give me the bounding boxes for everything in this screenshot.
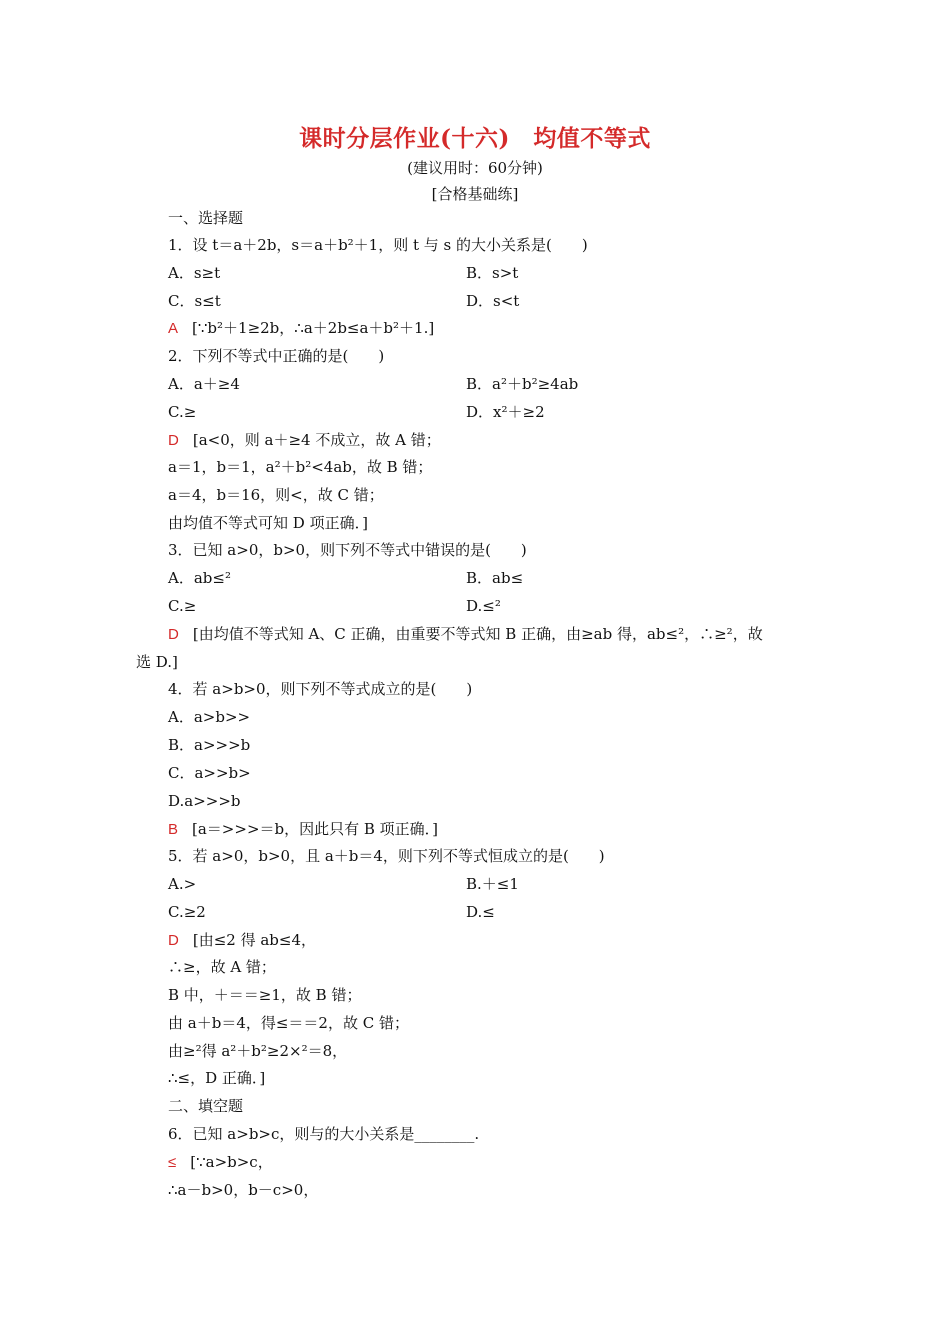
q1-option-d: D．s<t: [466, 292, 520, 310]
q3-option-d: D.≤²: [466, 597, 501, 615]
q5-explanation-4: 由 a＋b＝4，得≤＝＝2，故 C 错；: [168, 1014, 409, 1032]
q5-stem: 5．若 a>0，b>0，且 a＋b＝4，则下列不等式恒成立的是( ): [168, 847, 605, 865]
q5-explanation-6: ∴≤，D 正确．]: [168, 1069, 266, 1087]
q3-explanation-2: 选 D.]: [136, 653, 178, 671]
suggested-time: (建议用时：60分钟): [407, 159, 543, 177]
q6-stem: 6．已知 a>b>c，则与的大小关系是________.: [168, 1125, 480, 1143]
q2-answer-letter: D: [168, 432, 179, 449]
q5-option-b: B.＋≤1: [466, 875, 519, 893]
q5-answer-letter: D: [168, 932, 179, 949]
q2-explanation-3: a＝4，b＝16，则<，故 C 错；: [168, 486, 384, 504]
q2-option-c: C.≥: [168, 403, 197, 421]
q5-answer: [168, 930, 316, 951]
q6-answer-text: ≤: [168, 1154, 177, 1171]
q5-explanation-3: B 中，＋＝＝≥1，故 B 错；: [168, 986, 362, 1004]
q4-answer: [168, 819, 438, 840]
q6-answer: [168, 1152, 273, 1173]
q4-stem: 4．若 a>b>0，则下列不等式成立的是( ): [168, 680, 473, 698]
q5-explanation-1: [由≤2 得 ab≤4，: [192, 931, 317, 949]
q2-option-a: A．a＋≥4: [168, 375, 240, 393]
q5-explanation-2: ∴≥，故 A 错；: [168, 958, 276, 976]
q3-option-b: B．ab≤: [466, 569, 524, 587]
q1-answer-letter: A: [168, 320, 179, 337]
q6-explanation-1: [∵a>b>c，: [190, 1153, 273, 1171]
q2-stem: 2．下列不等式中正确的是( ): [168, 347, 385, 365]
q4-explanation: [a＝>>>＝b，因此只有 B 项正确．]: [192, 820, 439, 838]
q2-option-d: D．x²＋≥2: [466, 403, 545, 421]
q2-explanation-1: [a<0，则 a＋≥4 不成立，故 A 错；: [192, 431, 441, 449]
q2-answer: [168, 430, 441, 451]
q5-option-a: A.>: [168, 875, 197, 893]
q6-explanation-2: ∴a－b>0，b－c>0，: [168, 1181, 319, 1199]
exercise-level: [合格基础练]: [431, 185, 519, 203]
section-choice: 一、选择题: [168, 209, 244, 227]
q5-explanation-5: 由≥²得 a²＋b²≥2×²＝8，: [168, 1042, 348, 1060]
q3-explanation-1: [由均值不等式知 A、C 正确，由重要不等式知 B 正确，由≥ab 得，ab≤²，∴≥²，故: [192, 625, 763, 643]
section-fill: 二、填空题: [168, 1097, 244, 1115]
q1-option-b: B．s>t: [466, 264, 519, 282]
q1-option-c: C．s≤t: [168, 292, 221, 310]
q3-option-c: C.≥: [168, 597, 197, 615]
q1-option-a: A．s≥t: [168, 264, 221, 282]
q3-answer-letter: D: [168, 626, 179, 643]
page-title: 课时分层作业(十六) 均值不等式: [299, 125, 651, 152]
q3-answer: [168, 624, 763, 645]
q4-option-c: C．a>>b>: [168, 764, 251, 782]
q1-explanation: [∵b²＋1≥2b，∴a＋2b≤a＋b²＋1.]: [192, 319, 435, 337]
q2-option-b: B．a²＋b²≥4ab: [466, 375, 579, 393]
q5-option-d: D.≤: [466, 903, 495, 921]
q3-stem: 3．已知 a>0，b>0，则下列不等式中错误的是( ): [168, 541, 527, 559]
q2-explanation-2: a＝1，b＝1，a²＋b²<4ab，故 B 错；: [168, 458, 433, 476]
q4-option-b: B．a>>>b: [168, 736, 251, 754]
q3-option-a: A．ab≤²: [168, 569, 231, 587]
q1-answer: [168, 318, 434, 339]
q4-option-a: A．a>b>>: [168, 708, 251, 726]
q5-option-c: C.≥2: [168, 903, 206, 921]
q2-explanation-4: 由均值不等式可知 D 项正确．]: [168, 514, 368, 532]
q4-option-d: D.a>>>b: [168, 792, 241, 810]
q1-stem: 1．设 t＝a＋2b，s＝a＋b²＋1，则 t 与 s 的大小关系是( ): [168, 236, 588, 254]
q4-answer-letter: B: [168, 821, 179, 838]
